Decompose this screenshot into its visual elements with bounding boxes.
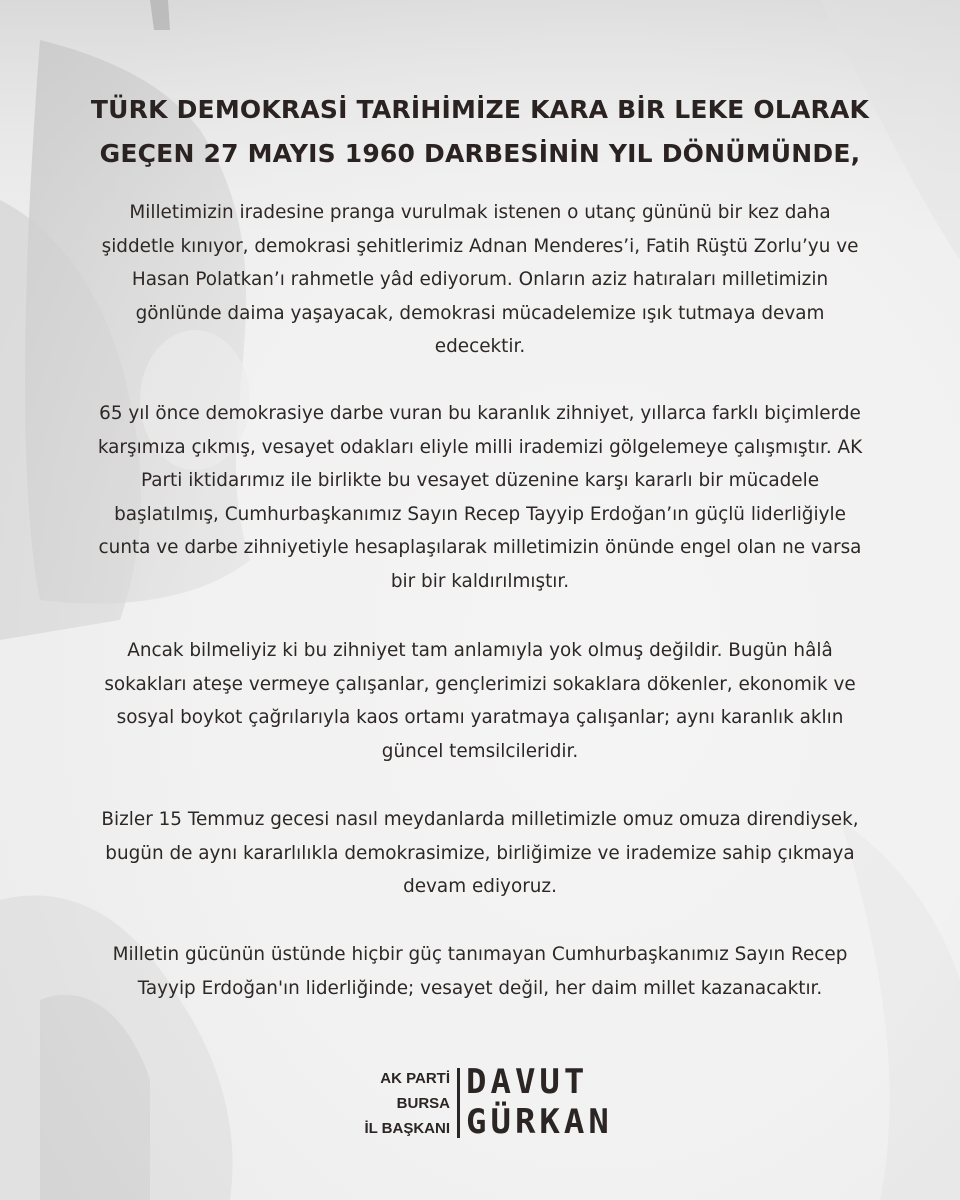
paragraph-line: Bizler 15 Temmuz gecesi nasıl meydanlarda milletimizle omuz omuza direndiysek, bbox=[101, 809, 859, 830]
signature-first-name: DAVUT bbox=[466, 1062, 589, 1102]
paragraph-line: Milletin gücünün üstünde hiçbir güç tanımayan Cumhurbaşkanımız Sayın Recep bbox=[112, 944, 848, 965]
paragraph-line: devam ediyoruz. bbox=[403, 876, 557, 898]
paragraph-line: karşımıza çıkmış, vesayet odakları eliyle milli irademizi gölgelemeye çalışmıştır. AK bbox=[97, 436, 863, 458]
paragraph-5 bbox=[40, 938, 920, 1005]
headline bbox=[40, 88, 920, 176]
paragraph-line: güncel temsilcileridir. bbox=[381, 740, 579, 762]
paragraph-3 bbox=[40, 634, 920, 768]
signature-last-name: GÜRKAN bbox=[466, 1102, 613, 1142]
paragraph-line: bugün de aynı kararlılıkla demokrasimize, birliğimize ve irademize sahip çıkmaya bbox=[105, 842, 855, 864]
paragraph-line: başlatılmış, Cumhurbaşkanımız Sayın Recep Tayyip Erdoğan’ın güçlü liderliğiyle bbox=[114, 503, 846, 525]
paragraph-line: cunta ve darbe zihniyetiyle hesaplaşılarak milletimizin önünde engel olan ne varsa bbox=[98, 537, 862, 559]
paragraph-line: Milletimizin iradesine pranga vurulmak istenen o utanç gününü bir kez daha bbox=[129, 202, 831, 223]
paragraph-line: Ancak bilmeliyiz ki bu zihniyet tam anlamıyla yok olmuş değildir. Bugün hâlâ bbox=[127, 640, 833, 661]
headline-line-2: GEÇEN 27 MAYIS 1960 DARBESİNİN YIL DÖNÜMÜNDE, bbox=[99, 139, 861, 168]
paragraph-line: edecektir. bbox=[434, 336, 526, 358]
signature-city: BURSA bbox=[396, 1095, 450, 1112]
paragraph-line: 65 yıl önce demokrasiye darbe vuran bu karanlık zihniyet, yıllarca farklı biçimlerde bbox=[99, 403, 861, 424]
signature-block bbox=[0, 1064, 960, 1144]
signature-name bbox=[466, 1062, 613, 1142]
paragraph-line: Hasan Polatkan’ı rahmetle yâd ediyorum. Onların aziz hatıraları milletimizin bbox=[131, 269, 829, 291]
paragraph-2 bbox=[40, 397, 920, 599]
paragraph-line: Tayyip Erdoğan'ın liderliğinde; vesayet değil, her daim millet kazanacaktır. bbox=[137, 977, 823, 999]
headline-line-1: TÜRK DEMOKRASİ TARİHİMİZE KARA BİR LEKE OLARAK bbox=[90, 95, 870, 124]
signature-divider bbox=[457, 1068, 460, 1138]
paragraph-4 bbox=[40, 803, 920, 904]
paragraph-line: sosyal boykot çağrılarıyla kaos ortamı yaratmaya çalışanlar; aynı karanlık aklın bbox=[116, 707, 844, 729]
signature-title bbox=[310, 1064, 450, 1141]
signature-role: İL BAŞKANI bbox=[364, 1120, 450, 1137]
paragraph-line: bir bir kaldırılmıştır. bbox=[390, 570, 570, 592]
paragraph-line: gönlünde daima yaşayacak, demokrasi mücadelemize ışık tutmaya devam bbox=[135, 302, 825, 324]
signature-party: AK PARTİ bbox=[380, 1070, 450, 1087]
paragraph-line: Parti iktidarımız ile birlikte bu vesayet düzenine karşı kararlı bir mücadele bbox=[140, 470, 820, 492]
paragraph-line: şiddetle kınıyor, demokrasi şehitlerimiz Adnan Menderes’i, Fatih Rüştü Zorlu’yu ve bbox=[101, 235, 859, 257]
paragraph-1 bbox=[40, 196, 920, 364]
paragraph-line: sokakları ateşe vermeye çalışanlar, gençlerimizi sokaklara dökenler, ekonomik ve bbox=[104, 673, 856, 695]
